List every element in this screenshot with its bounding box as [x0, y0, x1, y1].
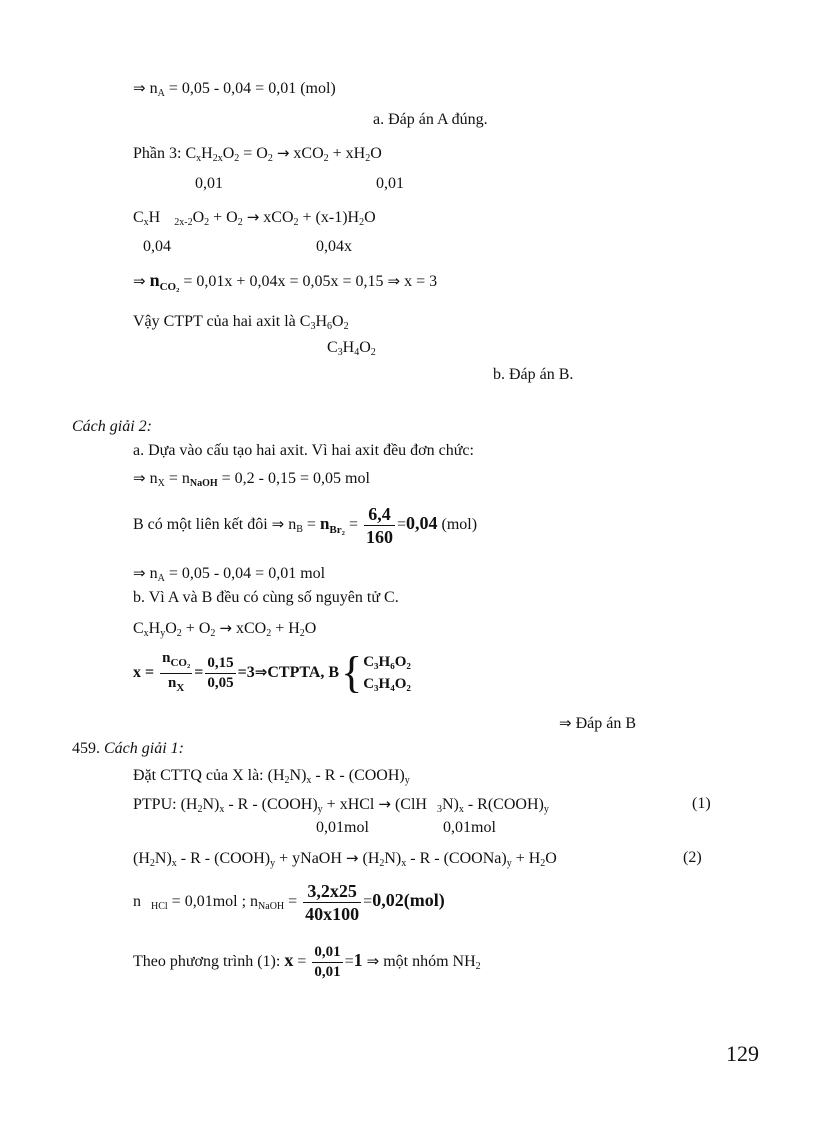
s3-general-formula: Đặt CTTQ của X là: $(H_2N)_x$ - R - $(COOH)_y$	[133, 767, 410, 786]
s1-answer-a: a. Đáp án A đúng.	[373, 111, 488, 128]
implies-arrow-icon: ⇒	[133, 79, 146, 97]
s1-co2-calc: ⇒ $n_{CO_2} = 0,01x + 0,04x = 0,05x = 0,15$ ⇒ x = 3	[133, 270, 438, 293]
s2-nx-calc: ⇒ $n_X = n_{NaOH} = 0,2 - 0,15 = 0,05$ mol	[133, 469, 370, 489]
s3-reaction-1: PTPU: $(H_2N)_x$ - R - $(COOH)_y$ + xHCl → (ClH $_3N)_x$ - $R(COOH)_y$	[133, 795, 549, 815]
s1-part3-equation: Phần 3: $C_xH_{2x}O_2 = O_2 \to xCO_2 + xH_2O$	[133, 144, 382, 164]
s1-mol-left: 0,01	[195, 175, 223, 192]
fraction: $\frac{0,15}{0,05}$	[207, 654, 234, 691]
implies-arrow-icon: ⇒	[254, 663, 268, 681]
page-number: 129	[726, 1041, 759, 1066]
s2-title: Cách giải 2:	[72, 418, 152, 435]
s2-line-b: b. Vì A và B đều có cùng số nguyên tử C.	[133, 589, 399, 606]
s2-equation: $C_xH_yO_2 + O_2 \to xCO_2 + H_2O$	[133, 619, 317, 639]
s1-mol2-left: 0,04	[143, 238, 171, 255]
formula-system: C₃H₆O₂ C₃H₄O₂	[363, 654, 411, 693]
s2-x-formula: x = $\frac{n_{CO_2}}{n_X}$ = $\frac{0,15}{0,05}$ =3⇒CTPTA, B{ C₃H₆O₂ C₃H₄O₂	[133, 648, 411, 698]
fraction: $\frac{n_{CO_2}}{n_X}$	[162, 649, 191, 694]
s2-na-calc: ⇒ $n_A = 0,05 - 0,04 = 0,01$ mol	[133, 564, 326, 584]
s1-conclusion: Vậy CTPT của hai axit là $C_3H_6O_2$	[133, 313, 349, 332]
s3-mol-right: 0,01mol	[443, 819, 496, 836]
fraction: $\frac{6,4}{160}$	[365, 503, 393, 547]
implies-arrow-icon: ⇒	[559, 714, 572, 732]
s3-mol-calc: n $_{HCl}$ = 0,01mol ; $n_{NaOH}$ = $\frac{3,2x25}{40x100}$ =0,02(mol)	[133, 880, 445, 924]
implies-arrow-icon: ⇒	[133, 564, 146, 582]
s1-formula-2: $C_3H_4O_2$	[327, 339, 376, 358]
s1-mol2-right: 0,04x	[316, 238, 352, 255]
s3-eq1-calc: Theo phương trình (1): x = $\frac{0,01}{0,01}$ =1 ⇒ một nhóm $NH_2$	[133, 943, 481, 980]
s1-line1: ⇒ $n_A = 0,05 - 0,04 = 0,01$ (mol)	[133, 79, 336, 99]
s3-mol-left: 0,01mol	[316, 819, 369, 836]
s3-tag-1: (1)	[692, 795, 711, 812]
s2-line-a: a. Dựa vào cấu tạo hai axit. Vì hai axit đều đơn chức:	[133, 442, 474, 459]
reaction-arrow-icon: →	[378, 795, 391, 813]
brace-icon: {	[341, 648, 363, 698]
s1-answer-b: b. Đáp án B.	[493, 366, 574, 383]
implies-arrow-icon: ⇒	[366, 952, 380, 970]
s3-heading: 459. Cách giải 1:	[72, 740, 184, 757]
reaction-arrow-icon: →	[345, 849, 359, 867]
s1-equation-2: $C_xH$ $_{2x-2}O_2 + O_2 \to xCO_2 + (x-1)H_2O$	[133, 208, 376, 228]
reaction-arrow-icon: →	[219, 619, 232, 637]
reaction-arrow-icon: →	[246, 208, 260, 226]
implies-arrow-icon: ⇒	[271, 515, 285, 533]
fraction: $\frac{3,2x25}{40x100}$	[305, 880, 360, 924]
s1-mol-right: 0,01	[376, 175, 404, 192]
s2-nb-calc: B có một liên kết đôi ⇒ $n_B = n_{Br_2}$ = $\frac{6,4}{160}$ =0,04 (mol)	[133, 503, 478, 547]
implies-arrow-icon: ⇒	[133, 469, 146, 487]
implies-arrow-icon: ⇒	[387, 272, 401, 290]
s3-reaction-2: $(H_2N)_x$ - R - $(COOH)_y$ + yNaOH → $(H_2N)_x$ - $R - (COONa)_y + H_2O$	[133, 849, 557, 869]
reaction-arrow-icon: →	[276, 144, 290, 162]
implies-arrow-icon: ⇒	[133, 272, 146, 290]
s2-answer: ⇒ Đáp án B	[559, 714, 637, 732]
fraction: $\frac{0,01}{0,01}$	[314, 943, 341, 980]
s3-tag-2: (2)	[683, 849, 702, 866]
